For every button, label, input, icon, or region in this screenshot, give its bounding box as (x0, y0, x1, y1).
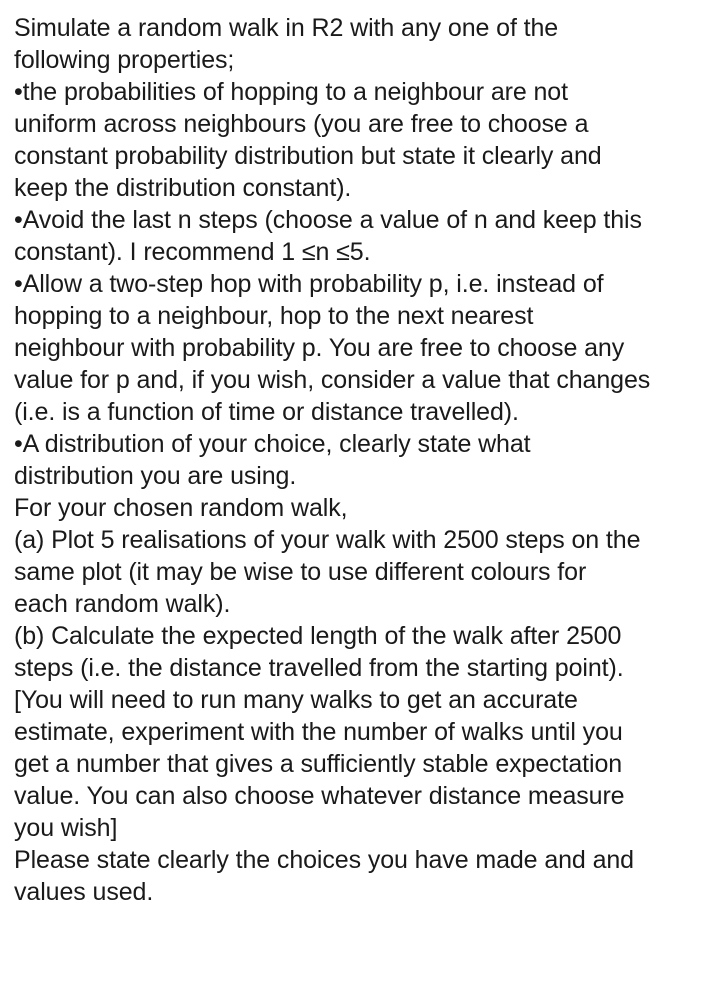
text-line: same plot (it may be wise to use different colours for (14, 558, 587, 586)
text-line: keep the distribution constant). (14, 174, 352, 202)
text-line: Simulate a random walk in R2 with any one of the (14, 14, 559, 42)
text-line: constant probability distribution but state it clearly and (14, 142, 602, 170)
text-line: hopping to a neighbour, hop to the next nearest (14, 302, 534, 330)
text-line: Please state clearly the choices you have made and and (14, 846, 634, 874)
document-body (14, 12, 714, 908)
text-line: values used. (14, 878, 154, 906)
text-line: •the probabilities of hopping to a neighbour are not (14, 78, 568, 106)
text-line: (b) Calculate the expected length of the walk after 2500 (14, 622, 622, 650)
text-line: (a) Plot 5 realisations of your walk with 2500 steps on the (14, 526, 641, 554)
text-line: constant). I recommend 1 ≤n ≤5. (14, 238, 371, 266)
text-line: value for p and, if you wish, consider a value that changes (14, 366, 651, 394)
text-line: estimate, experiment with the number of walks until you (14, 718, 623, 746)
text-line: neighbour with probability p. You are free to choose any (14, 334, 625, 362)
text-line: (i.e. is a function of time or distance travelled). (14, 398, 519, 426)
text-line: value. You can also choose whatever distance measure (14, 782, 625, 810)
text-line: steps (i.e. the distance travelled from the starting point). (14, 654, 624, 682)
text-line: •Allow a two-step hop with probability p, i.e. instead of (14, 270, 604, 298)
text-line: distribution you are using. (14, 462, 297, 490)
text-line: For your chosen random walk, (14, 494, 348, 522)
text-line: following properties; (14, 46, 235, 74)
text-line: [You will need to run many walks to get an accurate (14, 686, 578, 714)
text-line: uniform across neighbours (you are free to choose a (14, 110, 589, 138)
text-line: each random walk). (14, 590, 231, 618)
text-line: you wish] (14, 814, 118, 842)
text-line: •Avoid the last n steps (choose a value of n and keep this (14, 206, 642, 234)
text-line: get a number that gives a sufficiently stable expectation (14, 750, 623, 778)
text-line: •A distribution of your choice, clearly state what (14, 430, 531, 458)
